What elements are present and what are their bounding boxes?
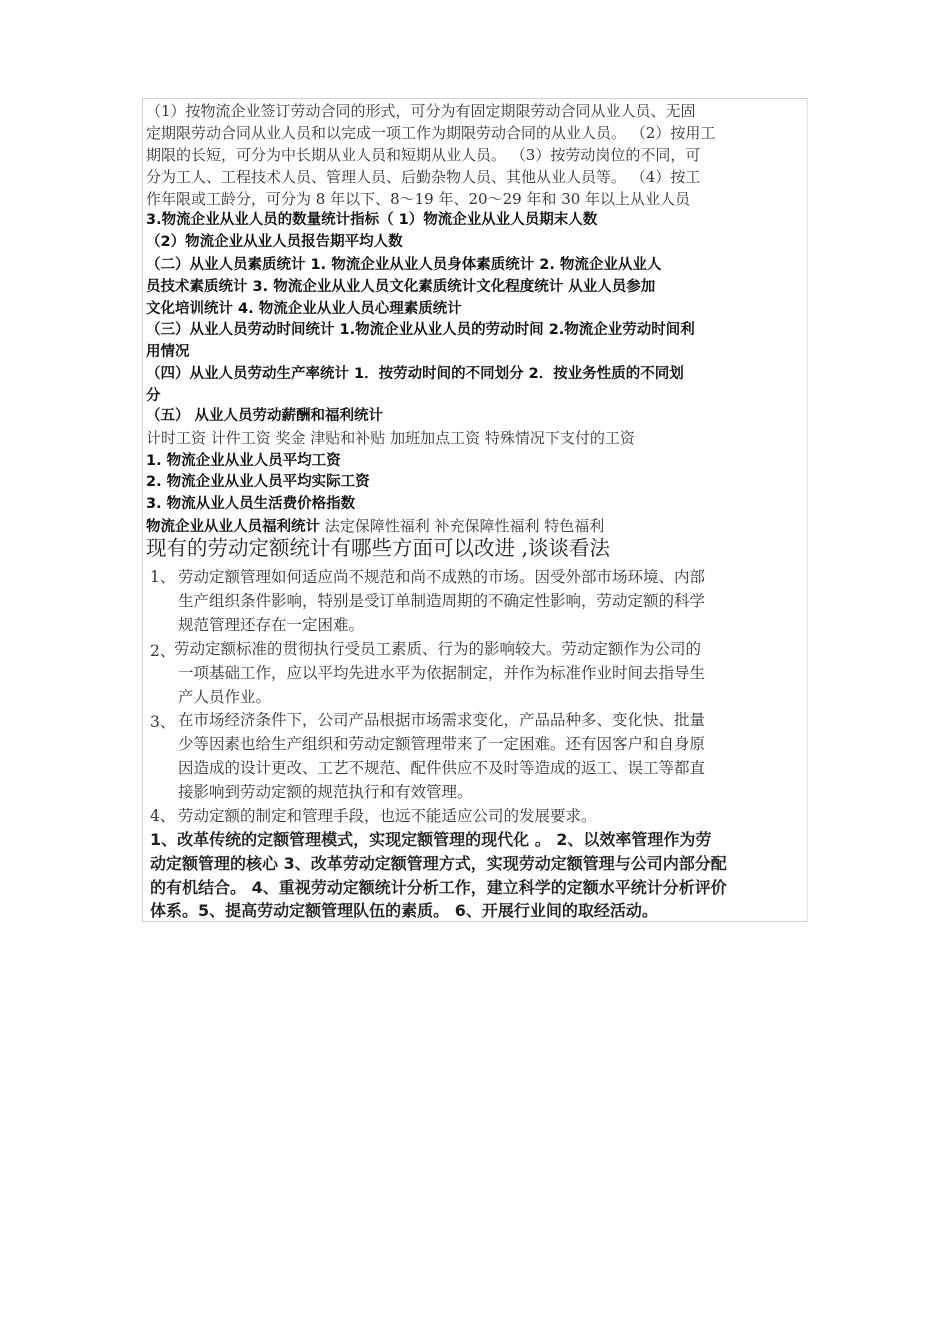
heading-quantity-stats-2: （2）物流企业从业人员报告期平均人数 [146,234,403,250]
list-item-line: 劳动定额管理如何适应尚不规范和尚不成熟的市场。因受外部市场环境、内部 [178,568,706,586]
suggestion-line: 的有机结合。 4、重视劳动定额统计分析工作，建立科学的定额水平统计分析评价 [150,878,727,897]
pay-heading: （五） 从业人员劳动薪酬和福利统计 [146,408,384,424]
pay-item-price-index: 3. 物流从业人员生活费价格指数 [146,496,356,512]
quality-stats-line: （二）从业人员素质统计 1. 物流企业从业人员身体素质统计 2. 物流企业从业人 [146,257,662,273]
list-item-line: 劳动定额的制定和管理手段，也远不能适应公司的发展要求。 [178,807,597,825]
list-item-line: 劳动定额标准的贯彻执行受员工素质、行为的影响较大。劳动定额作为公司的 [174,640,702,658]
heading-quantity-stats: 3.物流企业从业人员的数量统计指标（ 1）物流企业从业人员期末人数 [146,212,598,228]
welfare-label: 物流企业从业人员福利统计 [146,519,320,535]
pay-item-average-wage: 1. 物流企业从业人员平均工资 [146,453,341,469]
paragraph-line: 期限的长短，可分为中长期从业人员和短期从业人员。 （3）按劳动岗位的不同，可 [146,146,701,164]
paragraph-line: （1）按物流企业签订劳动合同的形式，可分为有固定期限劳动合同从业人员、无固 [146,102,696,120]
paragraph-line: 分为工人、工程技术人员、管理人员、后勤杂物人员、其他从业人员等。 （4）按工 [146,168,701,186]
suggestion-line: 动定额管理的核心 3、改革劳动定额管理方式，实现劳动定额管理与公司内部分配 [150,854,727,873]
suggestion-line: 体系。5、提高劳动定额管理队伍的素质。 6、开展行业间的取经活动。 [150,901,658,920]
question-heading: 现有的劳动定额统计有哪些方面可以改进 ,谈谈看法 [146,536,611,560]
worktime-stats-line: 用情况 [146,344,190,360]
paragraph-line: 作年限或工龄分，可分为 8 年以下、8～19 年、20～29 年和 30 年以上从业人员 [146,190,691,208]
productivity-stats-line: （四）从业人员劳动生产率统计 1．按劳动时间的不同划分 2．按业务性质的不同划 [146,366,684,382]
list-item-line: 产人员作业。 [178,688,272,706]
list-item-line: 规范管理还存在一定困难。 [178,616,365,634]
list-item-line: 一项基础工作，应以平均先进水平为依据制定，并作为标准作业时间去指导生 [178,664,706,682]
list-item-number: 2、 [150,642,176,660]
list-item-number: 3、 [150,713,176,731]
suggestion-line: 1、改革传统的定额管理模式，实现定额管理的现代化 。 2、以效率管理作为劳 [150,830,712,849]
list-item-number: 1、 [150,568,176,586]
paragraph-line: 定期限劳动合同从业人员和以完成一项工作为期限劳动合同的从业人员。 （2）按用工 [146,124,716,142]
pay-item-real-wage: 2. 物流企业从业人员平均实际工资 [146,474,370,490]
pay-items: 计时工资 计件工资 奖金 津贴和补贴 加班加点工资 特殊情况下支付的工资 [146,429,635,447]
list-item-line: 少等因素也给生产组织和劳动定额管理带来了一定困难。还有因客户和自身原 [178,735,706,753]
quality-stats-line: 员技术素质统计 3. 物流企业从业人员文化素质统计文化程度统计 从业人员参加 [146,279,656,295]
list-item-line: 在市场经济条件下，公司产品根据市场需求变化，产品品种多、变化快、批量 [178,711,706,729]
list-item-line: 生产组织条件影响，特别是受订单制造周期的不确定性影响，劳动定额的科学 [178,592,706,610]
quality-stats-line: 文化培训统计 4. 物流企业从业人员心理素质统计 [146,301,462,317]
list-item-number: 4、 [150,807,176,825]
welfare-line [146,516,604,537]
welfare-items: 法定保障性福利 补充保障性福利 特色福利 [320,517,605,535]
productivity-stats-line: 分 [146,388,161,404]
list-item-line: 接影响到劳动定额的规范执行和有效管理。 [178,783,473,801]
worktime-stats-line: （三）从业人员劳动时间统计 1.物流企业从业人员的劳动时间 2.物流企业劳动时间利 [146,322,695,338]
list-item-line: 因造成的设计更改、工艺不规范、配件供应不及时等造成的返工、误工等都直 [178,759,706,777]
